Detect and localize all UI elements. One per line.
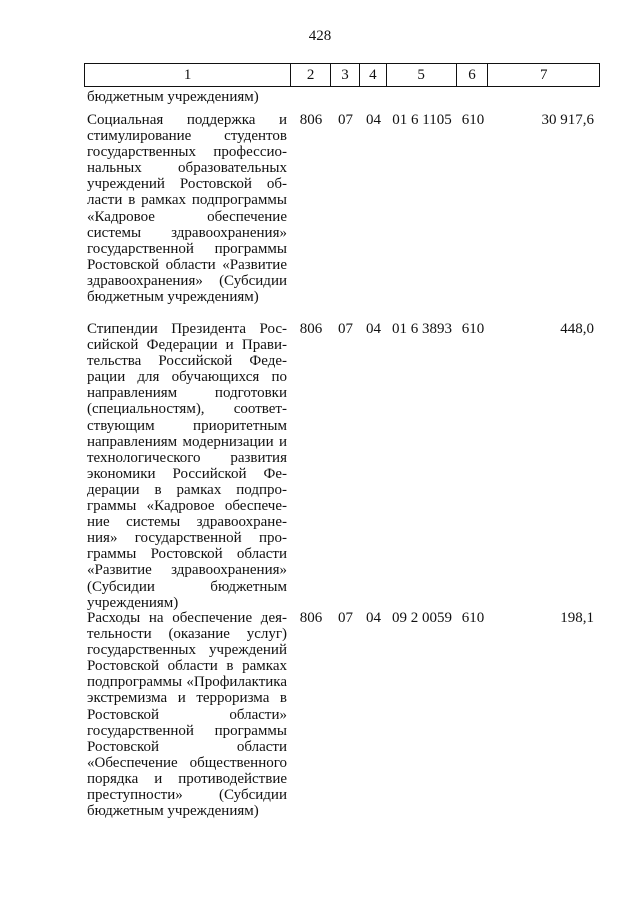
row-col-5: 01 6 3893 (392, 321, 452, 337)
header-col-3: 3 (331, 64, 360, 86)
row-col-6: 610 (461, 321, 485, 337)
header-col-7: 7 (539, 67, 548, 83)
continuation-row (84, 89, 600, 105)
row-col-3: 07 (338, 112, 353, 128)
row-col-3: 07 (338, 321, 353, 337)
row-col-5: 01 6 1105 (392, 112, 452, 128)
table-header (84, 63, 600, 87)
row-description: Социальная поддержка и стимулирование студентов государственных профессиональных образовательных учреждений Ростовской области в рамках подпрограммы «Кадровое обеспечение системы здравоохранения» государственной программы Ростовской области «Развитие здравоохранения» (Субсидии бюджетным учреждениям) (87, 112, 287, 306)
row-col-7: 448,0 (560, 321, 594, 337)
row-description: Стипендии Президента Российской Федерации и Правительства Российской Федерации для обучающихся по направлениям подготовки (специальностям), соответствующим приоритетным направлениям модернизации и технологического развития экономики Российской Федерации в рамках подпрограммы «Кадровое обеспечение системы здравоохранения» государственной программы Ростовской области «Развитие здравоохранения» (Субсидии бюджетным учреждениям) (87, 321, 287, 611)
row-col-2: 806 (299, 321, 323, 337)
row-col-2: 806 (299, 112, 323, 128)
row-description: Расходы на обеспечение деятельности (оказание услуг) государственных учреждений Ростовской области в рамках подпрограммы «Профилактика экстремизма и терроризма в Ростовской области» государственной программы Ростовской области «Обеспечение общественного порядка и противодействие преступности» (Субсидии бюджетным учреждениям) (87, 610, 287, 820)
table-row (84, 610, 600, 819)
header-col-6: 6 (457, 64, 489, 86)
row-col-4: 04 (366, 610, 381, 626)
table-row (84, 321, 600, 611)
header-col-4: 4 (360, 64, 387, 86)
header-col-2: 2 (291, 64, 331, 86)
row-col-7: 198,1 (560, 610, 594, 626)
table-row (84, 112, 600, 305)
continuation-text: бюджетным учреждениям) (87, 89, 259, 105)
row-col-5: 09 2 0059 (392, 610, 452, 626)
header-col-5: 5 (387, 64, 457, 86)
row-col-4: 04 (366, 112, 381, 128)
row-col-6: 610 (461, 610, 485, 626)
page-number: 428 (308, 28, 332, 44)
row-col-3: 07 (338, 610, 353, 626)
row-col-4: 04 (366, 321, 381, 337)
row-col-7: 30 917,6 (541, 112, 594, 128)
row-col-6: 610 (461, 112, 485, 128)
header-col-1: 1 (85, 64, 291, 86)
row-col-2: 806 (299, 610, 323, 626)
